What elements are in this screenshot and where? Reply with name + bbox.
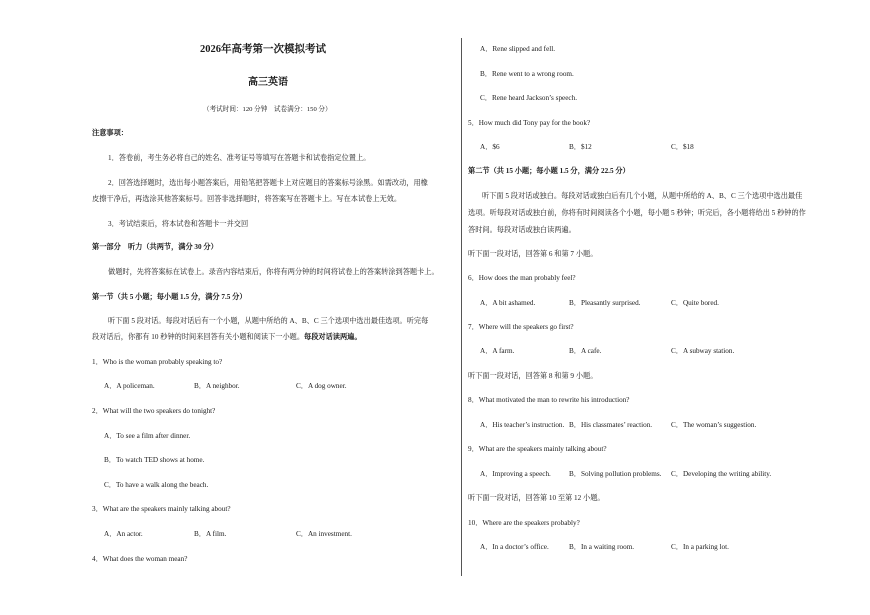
exam-title: 2026年高考第一次模拟考试: [200, 44, 326, 55]
option: A．His teacher’s instruction.: [480, 421, 565, 429]
dialog-instruction: 听下面一段对话，回答第 10 至第 12 小题。: [468, 494, 605, 502]
question: 9．What are the speakers mainly talking about?: [468, 445, 607, 453]
option: A．A policeman.: [104, 382, 155, 390]
option: C．$18: [671, 143, 694, 151]
section1-instruction-emphasis: 每段对话读两遍。: [304, 333, 362, 341]
option: B．Pleasantly surprised.: [569, 299, 641, 307]
note-item: 1．答卷前，考生务必将自己的姓名、准考证号等填写在答题卡和试卷指定位置上。: [108, 154, 371, 162]
option: C．Quite bored.: [671, 299, 719, 307]
exam-info: （考试时间：120 分钟 试卷满分：150 分）: [203, 106, 332, 113]
option: A．An actor.: [104, 530, 143, 538]
option: C．The woman’s suggestion.: [671, 421, 757, 429]
section1-instruction-text: 段对话后，你都有 10 秒钟的时间来回答有关小题和阅读下一小题。: [92, 333, 305, 341]
question: 1．Who is the woman probably speaking to?: [92, 358, 223, 366]
option: C．An investment.: [296, 530, 352, 538]
option: B．$12: [569, 143, 592, 151]
dialog-instruction: 听下面一段对话，回答第 8 和第 9 小题。: [468, 372, 598, 380]
notes-heading: 注意事项：: [92, 129, 128, 137]
section1-instruction: [92, 333, 362, 342]
option: C．Rene heard Jackson’s speech.: [480, 94, 578, 102]
option: C．A dog owner.: [296, 382, 347, 390]
section2-instruction: 答时间。每段对话或独白读两遍。: [468, 226, 576, 234]
section2-instruction: 选项。听每段对话或独白前，你将有时间阅读各个小题，每小题 5 秒钟；听完后，各小题将给出 5 秒钟的作: [468, 209, 806, 217]
column-divider: [461, 38, 462, 576]
option: B．Solving pollution problems.: [569, 470, 662, 478]
option: B．A cafe.: [569, 347, 602, 355]
question: 10．Where are the speakers probably?: [468, 519, 580, 527]
option: B．In a waiting room.: [569, 543, 635, 551]
option: B．A film.: [194, 530, 227, 538]
option: B．His classmates’ reaction.: [569, 421, 653, 429]
question: 7．Where will the speakers go first?: [468, 323, 574, 331]
option: C．A subway station.: [671, 347, 735, 355]
option: C．To have a walk along the beach.: [104, 481, 209, 489]
question: 8．What motivated the man to rewrite his introduction?: [468, 396, 630, 404]
option: A．Improving a speech.: [480, 470, 551, 478]
question: 4．What does the woman mean?: [92, 555, 188, 563]
note-item: 3．考试结束后，将本试卷和答题卡一并交回: [108, 220, 249, 228]
option: A．A bit ashamed.: [480, 299, 536, 307]
part1-instruction: 做题时，先将答案标在试卷上。录音内容结束后，你将有两分钟的时间将试卷上的答案转涂到答题卡上。: [108, 268, 439, 276]
dialog-instruction: 听下面一段对话，回答第 6 和第 7 小题。: [468, 250, 598, 258]
note-item: 皮擦干净后，再选涂其他答案标号。回答非选择题时，将答案写在答题卡上。写在本试卷上无效。: [92, 195, 402, 203]
section1-instruction: 听下面 5 段对话。每段对话后有一个小题，从题中所给的 A、B、C 三个选项中选出最佳选项。听完每: [108, 317, 429, 325]
option: C．Developing the writing ability.: [671, 470, 772, 478]
option: C．In a parking lot.: [671, 543, 729, 551]
option: A．In a doctor’s office.: [480, 543, 549, 551]
option: B．To watch TED shows at home.: [104, 456, 205, 464]
question: 3．What are the speakers mainly talking about?: [92, 505, 231, 513]
exam-subtitle: 高三英语: [248, 77, 288, 88]
option: B．A neighbor.: [194, 382, 240, 390]
option: A．To see a film after dinner.: [104, 432, 191, 440]
option: A．Rene slipped and fell.: [480, 45, 556, 53]
question: 5．How much did Tony pay for the book?: [468, 119, 591, 127]
option: A．$6: [480, 143, 500, 151]
section1-heading: 第一节（共 5 小题；每小题 1.5 分，满分 7.5 分）: [92, 293, 247, 301]
question: 6．How does the man probably feel?: [468, 274, 576, 282]
option: A．A farm.: [480, 347, 515, 355]
part1-heading: 第一部分 听力（共两节，满分 30 分）: [92, 243, 218, 251]
question: 2．What will the two speakers do tonight?: [92, 407, 216, 415]
section2-instruction: 听下面 5 段对话或独白。每段对话或独白后有几个小题，从题中所给的 A、B、C 三个选项中选出最佳: [482, 192, 803, 200]
section2-heading: 第二节（共 15 小题；每小题 1.5 分，满分 22.5 分）: [468, 167, 630, 175]
note-item: 2．回答选择题时，选出每小题答案后，用铅笔把答题卡上对应题目的答案标号涂黑。如需改动，用橡: [108, 179, 428, 187]
option: B．Rene went to a wrong room.: [480, 70, 574, 78]
